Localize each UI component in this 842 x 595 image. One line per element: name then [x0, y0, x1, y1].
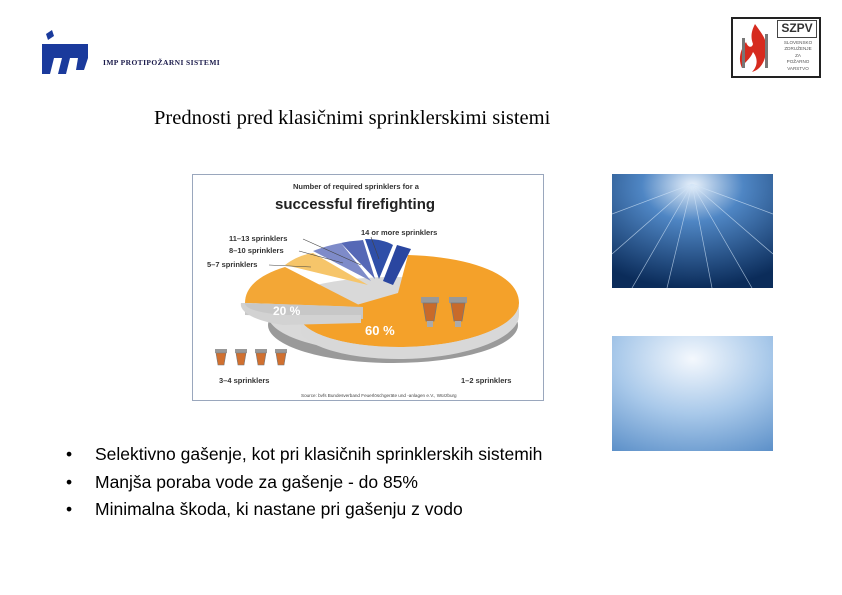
slice-label-14-plus: 14 or more sprinklers	[361, 228, 438, 237]
bullet-text: Minimalna škoda, ki nastane pri gašenju z vodo	[95, 499, 463, 519]
slide-title: Prednosti pred klasičnimi sprinklerskimi sistemi	[154, 107, 551, 129]
bullet-marker: •	[66, 444, 73, 464]
bullet-item	[66, 469, 542, 497]
chart-subtitle: Number of required sprinklers for a	[293, 182, 419, 191]
slice-label-1-2: 1–2 sprinklers	[461, 376, 512, 385]
sprinkler-spray-photo	[612, 174, 773, 288]
sprinkler-pie-chart	[192, 174, 544, 401]
bullet-text: Manjša poraba vode za gašenje - do 85%	[95, 471, 418, 492]
value-label-60: 60 %	[365, 323, 395, 338]
company-name: IMP PROTIPOŽARNI SISTEMI	[103, 58, 221, 67]
flame-icon	[736, 22, 774, 74]
slice-label-8-10: 8–10 sprinklers	[229, 246, 284, 255]
imp-logo	[40, 28, 90, 76]
slice-label-11-13: 11–13 sprinklers	[229, 234, 288, 243]
chart-title: successful firefighting	[275, 196, 436, 213]
sprinkler-heads-3-4	[215, 349, 287, 365]
szpv-subtitle: SLOVENSKO ZDRUŽENJE ZA POŽARNO VARSTVO	[783, 40, 813, 71]
szpv-logo	[731, 17, 821, 78]
bullet-marker: •	[66, 499, 73, 519]
value-label-20: 20 %	[273, 304, 301, 318]
chart-source: Source: bvfs Bundesverband Feuerlöschgeräte und -anlagen e.V., Würzburg	[301, 393, 457, 398]
slice-label-5-7: 5–7 sprinklers	[207, 260, 258, 269]
bullet-item	[66, 496, 542, 524]
slice-label-3-4: 3–4 sprinklers	[219, 376, 270, 385]
szpv-title: SZPV	[777, 20, 817, 38]
chart-svg	[193, 175, 544, 401]
bullet-marker: •	[66, 471, 73, 492]
bullet-list	[66, 441, 542, 524]
water-mist-photo	[612, 336, 773, 451]
bullet-text: Selektivno gašenje, kot pri klasičnih sprinklerskih sistemih	[95, 444, 543, 464]
bullet-item	[66, 441, 542, 469]
